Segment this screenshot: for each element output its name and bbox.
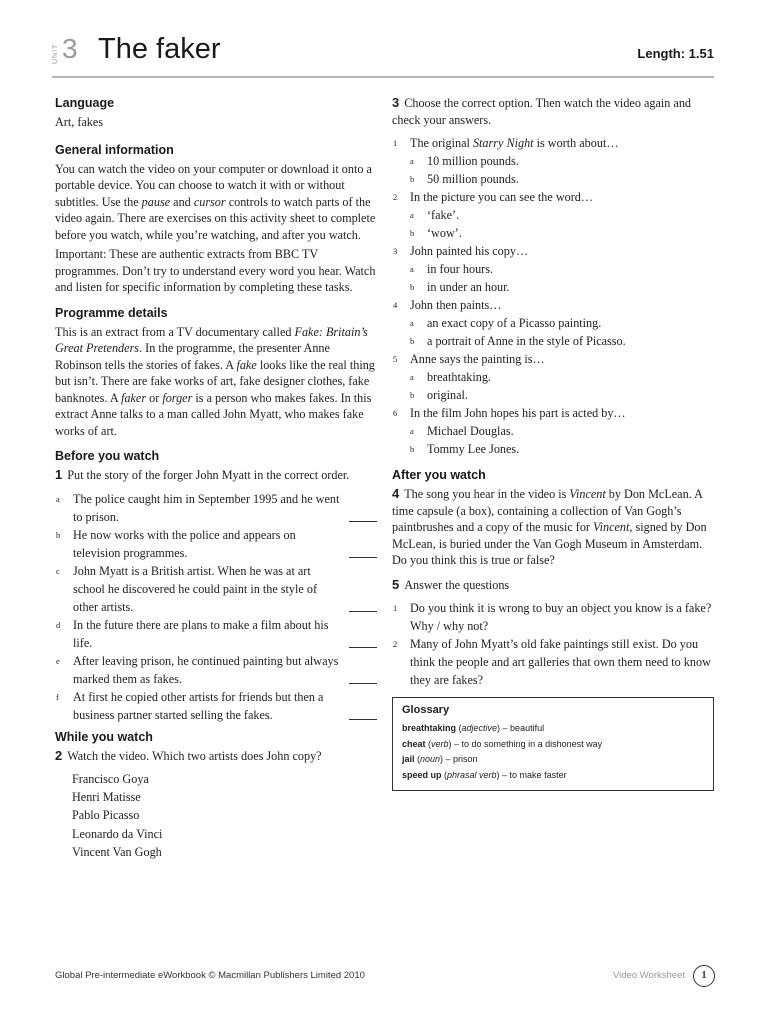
question-2-number: 2 [55, 747, 63, 763]
item-text: John painted his copy… [410, 244, 529, 258]
question-5-text: Answer the questions [404, 577, 510, 592]
page-footer [55, 965, 715, 987]
general-info-heading: General information [55, 142, 174, 157]
item-number: 2 [393, 192, 398, 202]
item-label: b [56, 529, 61, 540]
option-label: a [410, 318, 414, 328]
glossary-entry: breathtaking (adjective) – beautiful [402, 723, 545, 733]
option-label: b [410, 390, 415, 400]
glossary-pos: noun [420, 754, 441, 764]
glossary-entry: speed up (phrasal verb) – to make faster [402, 769, 567, 780]
glossary-pos: adjective [461, 723, 498, 733]
artist-option[interactable]: Vincent Van Gogh [72, 844, 162, 859]
ordering-item [55, 688, 377, 724]
answer-option[interactable] [392, 332, 714, 350]
item-text: He now works with the police and appears on television programmes. [73, 527, 296, 560]
question-item [392, 599, 714, 635]
item-label: a [56, 493, 60, 504]
answer-option[interactable] [392, 260, 714, 278]
answer-option[interactable] [392, 440, 714, 458]
answer-option[interactable] [392, 422, 714, 440]
item-text: John Myatt is a British artist. When he was at art school he discovered he could paint in the style of other artists. [73, 563, 318, 614]
programme-details-heading: Programme details [55, 305, 168, 320]
glossary-entry: jail (noun) – prison [402, 754, 478, 764]
question-item [392, 188, 714, 206]
glossary-word: breathtaking [402, 723, 457, 733]
option-label: a [410, 156, 414, 166]
question-2 [55, 748, 377, 765]
question-5-items [392, 599, 714, 689]
answer-option[interactable] [392, 224, 714, 242]
glossary-entry: cheat (verb) – to do something in a dishonest way [402, 738, 603, 749]
item-number: 3 [393, 246, 398, 256]
answer-option[interactable] [392, 206, 714, 224]
header-divider [52, 76, 714, 78]
ordering-item [55, 526, 377, 562]
glossary-pos: phrasal verb [447, 769, 497, 780]
question-3-number: 3 [392, 95, 400, 110]
option-label: b [410, 336, 415, 346]
page-title: The faker [98, 33, 221, 65]
artist-list [55, 770, 377, 861]
unit-number: 3 [62, 33, 78, 64]
item-number: 1 [393, 138, 398, 148]
glossary-box [392, 697, 714, 791]
answer-option[interactable] [392, 152, 714, 170]
ordering-item [55, 616, 377, 652]
question-item [392, 134, 714, 152]
option-label: b [410, 174, 415, 184]
question-1-items [55, 490, 377, 724]
item-number: 6 [393, 408, 398, 418]
option-text: an exact copy of a Picasso painting. [427, 316, 602, 330]
item-text: Many of John Myatt’s old fake paintings still exist. Do you think the people and art galleries that own them need to know they are fakes? [410, 637, 711, 687]
artist-option[interactable]: Francisco Goya [72, 772, 149, 786]
answer-blank[interactable] [349, 557, 377, 558]
option-label: a [410, 264, 414, 274]
option-text: ‘fake’. [427, 208, 460, 222]
general-info-paragraph-2: Important: These are authentic extracts from BBC TV programmes. Don’t try to understand every word you hear. Watch and listen for specific information by completing these tasks. [55, 247, 376, 294]
item-text: In the film John hopes his part is acted by… [410, 406, 626, 420]
answer-option[interactable] [392, 278, 714, 296]
answer-option[interactable] [392, 314, 714, 332]
answer-option[interactable] [392, 170, 714, 188]
video-length: Length: 1.51 [637, 46, 714, 61]
unit-label: UNIT [52, 43, 59, 64]
option-label: a [410, 426, 414, 436]
after-you-watch-heading: After you watch [392, 468, 486, 482]
artist-option[interactable]: Pablo Picasso [72, 808, 140, 823]
question-1 [55, 467, 377, 484]
option-text: 10 million pounds. [427, 154, 519, 168]
footer-copyright: Global Pre-intermediate eWorkbook © Macmillan Publishers Limited 2010 [55, 970, 365, 981]
answer-option[interactable] [392, 386, 714, 404]
right-column [392, 92, 714, 791]
item-text: Anne says the painting is… [410, 352, 545, 366]
option-text: a portrait of Anne in the style of Picasso. [427, 334, 626, 348]
ordering-item [55, 652, 377, 688]
question-2-text: Watch the video. Which two artists does John copy? [67, 748, 322, 763]
language-heading: Language [55, 96, 115, 110]
question-item [392, 296, 714, 314]
left-column [55, 92, 377, 861]
glossary-word: jail [402, 754, 415, 764]
page-header [52, 28, 714, 72]
item-text: In the future there are plans to make a film about his life. [73, 617, 329, 650]
programme-details-text: This is an extract from a TV documentary called Fake: Britain’s Great Pretenders. In the programme, the presenter Anne Robinson tells the stories of fakes. A fake looks like the real thing but isn’t. There are fake works of art, fake designer clothes, fake banknotes. A faker or forger is a person who makes fakes. In this extract Anne talks to a man called John Myatt, who makes fake works of art. [55, 324, 375, 438]
option-label: b [410, 228, 415, 238]
item-label: c [56, 565, 60, 576]
question-4-text: The song you hear in the video is Vincent by Don McLean. A time capsule (a box), containing a collection of Van Gogh’s paintbrushes and a copy of the music for Vincent, signed by Don McLean, is buried under the Van Gogh Museum in Amsterdam. Do you think this is true or false? [392, 487, 707, 567]
glossary-definition: – prison [445, 754, 478, 764]
option-text: in under an hour. [427, 280, 510, 294]
option-label: b [410, 282, 415, 292]
glossary-definition: – to do something in a dishonest way [454, 738, 603, 749]
glossary-word: cheat [402, 738, 426, 749]
option-text: Michael Douglas. [427, 424, 514, 438]
footer-worksheet-label: Video Worksheet [613, 970, 685, 981]
page-number: 1 [693, 965, 715, 987]
ordering-item [55, 562, 377, 616]
option-text: Tommy Lee Jones. [427, 442, 520, 456]
question-item [392, 242, 714, 260]
glossary-pos: verb [431, 738, 449, 749]
answer-option[interactable] [392, 368, 714, 386]
option-label: a [410, 372, 414, 382]
while-you-watch-heading: While you watch [55, 729, 153, 744]
item-number: 2 [393, 639, 398, 649]
option-text: breathtaking. [427, 370, 491, 384]
glossary-list [402, 721, 704, 783]
item-label: e [56, 655, 60, 666]
item-label: f [56, 691, 59, 702]
answer-blank[interactable] [349, 719, 377, 720]
question-item [392, 404, 714, 422]
question-5 [392, 577, 714, 594]
answer-blank[interactable] [349, 611, 377, 612]
answer-blank[interactable] [349, 683, 377, 684]
option-text: in four hours. [427, 262, 494, 276]
general-info-paragraph-1: You can watch the video on your computer or download it onto a portable device. You can choose to watch it with or without subtitles. Use the pause and cursor controls to watch parts of the video again. There are exercises on this activity sheet to complete before you watch, while you’re watching, and after you watch. [55, 161, 376, 242]
question-3-items [392, 134, 714, 458]
question-3 [392, 95, 714, 128]
question-4 [392, 486, 714, 569]
before-you-watch-heading: Before you watch [55, 449, 160, 463]
glossary-definition: – to make faster [502, 769, 567, 780]
item-number: 4 [393, 300, 398, 310]
option-label: a [410, 210, 414, 220]
item-text: The original Starry Night is worth about… [410, 136, 619, 150]
option-text: original. [427, 388, 468, 402]
artist-option[interactable]: Henri Matisse [72, 790, 141, 805]
glossary-word: speed up [402, 769, 442, 780]
option-text: 50 million pounds. [427, 172, 519, 186]
question-3-text: Choose the correct option. Then watch the video again and check your answers. [392, 96, 692, 127]
glossary-definition: – beautiful [502, 723, 545, 733]
item-text: John then paints… [410, 298, 502, 312]
ordering-item [55, 490, 377, 526]
question-4-number: 4 [392, 486, 400, 501]
item-number: 5 [393, 354, 398, 364]
answer-blank[interactable] [349, 647, 377, 648]
question-5-number: 5 [392, 576, 400, 592]
answer-blank[interactable] [349, 521, 377, 522]
item-text: Do you think it is wrong to buy an object you know is a fake? Why / why not? [410, 601, 712, 633]
item-text: The police caught him in September 1995 and he went to prison. [73, 491, 340, 524]
question-1-number: 1 [55, 467, 63, 482]
question-item [392, 635, 714, 689]
artist-option[interactable]: Leonardo da Vinci [72, 826, 163, 841]
item-text: At first he copied other artists for friends but then a business partner started selling the fakes. [73, 689, 324, 722]
item-text: In the picture you can see the word… [410, 190, 594, 204]
item-label: d [56, 619, 61, 630]
item-number: 1 [393, 603, 398, 613]
glossary-title: Glossary [402, 704, 450, 716]
question-1-text: Put the story of the forger John Myatt in the correct order. [67, 468, 350, 482]
option-text: ‘wow’. [427, 226, 462, 240]
option-label: b [410, 444, 415, 454]
item-text: After leaving prison, he continued painting but always marked them as fakes. [73, 653, 339, 686]
question-item [392, 350, 714, 368]
language-text: Art, fakes [55, 115, 104, 129]
